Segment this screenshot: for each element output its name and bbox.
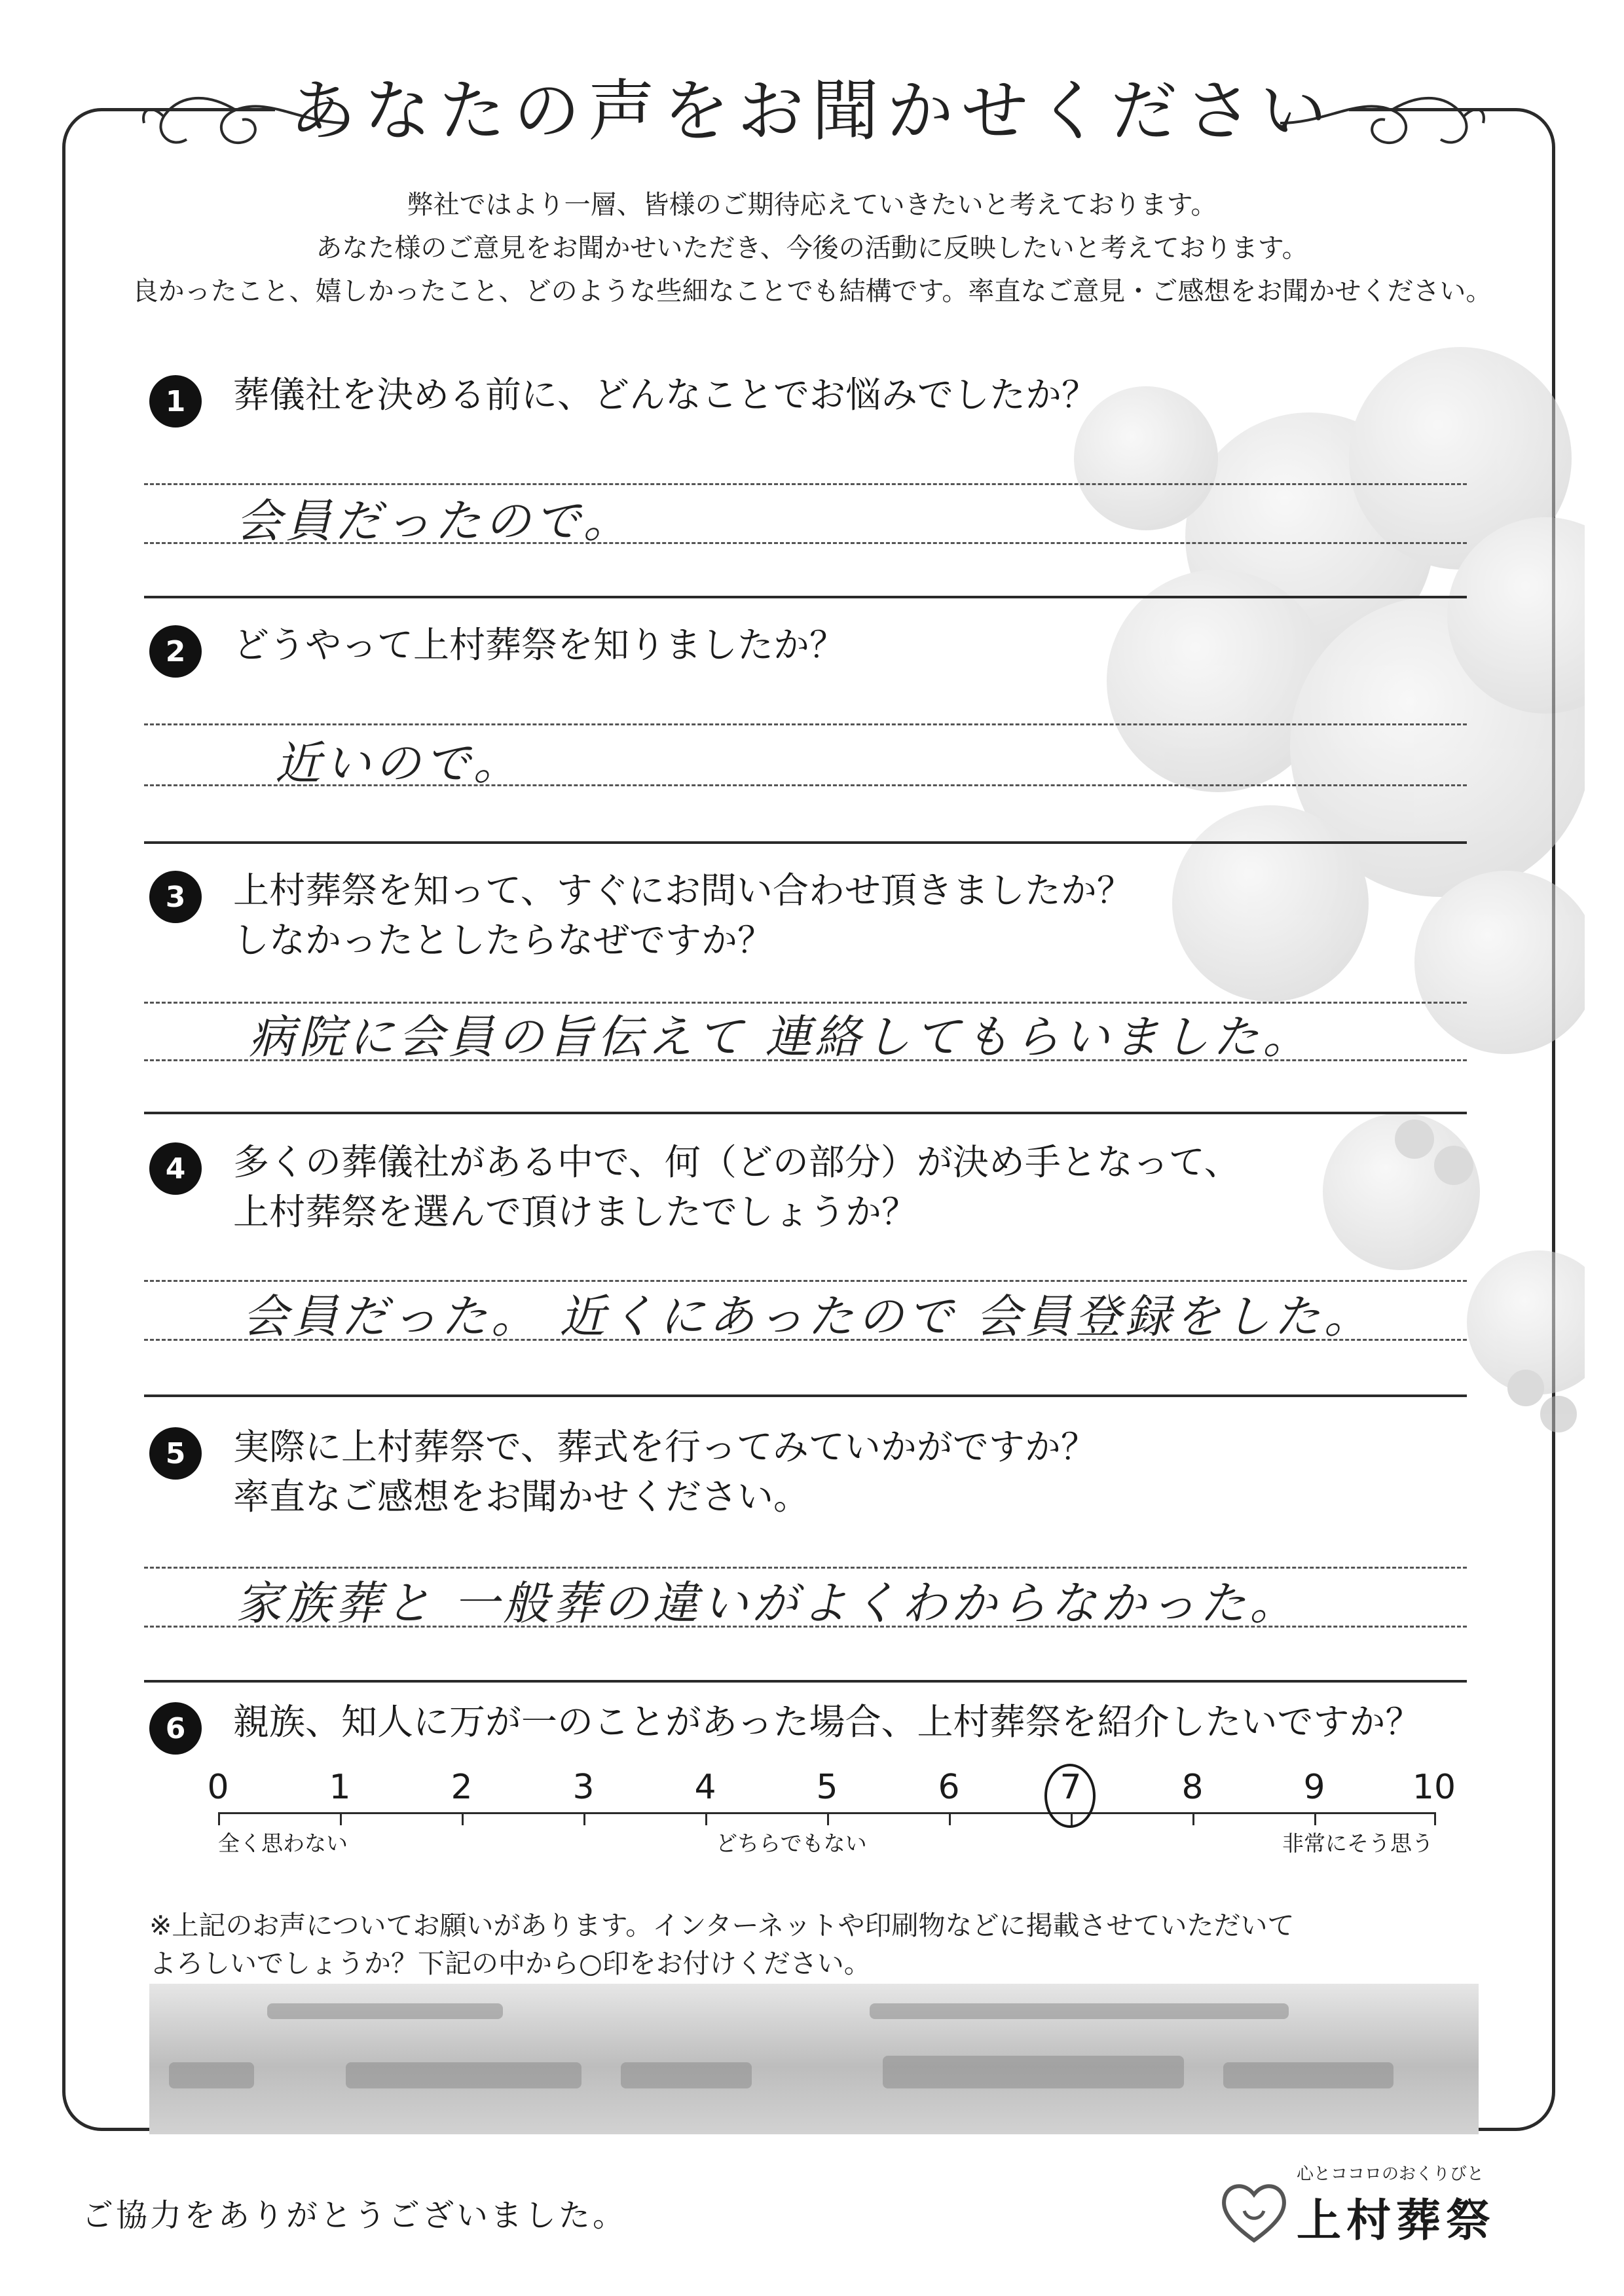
question-line: しなかったとしたらなぜですか？ bbox=[233, 919, 774, 961]
question-text bbox=[233, 620, 1543, 670]
note-line: ※上記のお声についてお願いがあります。インターネットや印刷物などに掲載させていただいて bbox=[149, 1910, 1295, 1941]
scale-tick bbox=[1192, 1812, 1194, 1825]
section-divider bbox=[144, 596, 1467, 598]
scale-tick bbox=[218, 1812, 220, 1825]
intro-line: あなた様のご意見をお聞かせいただき、今後の活動に反映したいと考えております。 bbox=[316, 233, 1308, 263]
scale-tick bbox=[705, 1812, 707, 1825]
scale-tick bbox=[1314, 1812, 1316, 1825]
question-line: どうやって上村葬祭を知りましたか？ bbox=[233, 624, 846, 666]
question-text bbox=[233, 1137, 1543, 1237]
scale-value-0[interactable]: 0 bbox=[207, 1768, 229, 1807]
company-logo bbox=[1205, 2160, 1532, 2252]
logo-tagline: 心とココロのおくりびと bbox=[1297, 2164, 1485, 2184]
scale-value-6[interactable]: 6 bbox=[938, 1768, 960, 1807]
redacted-block bbox=[169, 2062, 254, 2088]
redacted-area bbox=[149, 1984, 1479, 2134]
redacted-block bbox=[267, 2003, 503, 2019]
scale-value-7[interactable]: 7 bbox=[1060, 1768, 1082, 1807]
question-number-badge: 2 bbox=[149, 625, 202, 678]
section-divider bbox=[144, 1680, 1467, 1683]
question-line: 多くの葬儀社がある中で、何（どの部分）が決め手となって、 bbox=[233, 1141, 1240, 1183]
question-number-badge: 5 bbox=[149, 1427, 202, 1480]
question-line: 率直なご感想をお聞かせください。 bbox=[233, 1476, 810, 1518]
publication-note bbox=[149, 1906, 1295, 1982]
scale-tick bbox=[462, 1812, 464, 1825]
scale-mid-label: どちらでもない bbox=[716, 1831, 867, 1856]
redacted-block bbox=[621, 2062, 752, 2088]
intro-line: 弊社ではより一層、皆様のご期待応えていきたいと考えております。 bbox=[407, 190, 1217, 220]
question-line: 親族、知人に万が一のことがあった場合、上村葬祭を紹介したいですか？ bbox=[233, 1701, 1422, 1743]
scale-value-2[interactable]: 2 bbox=[451, 1768, 473, 1807]
redacted-block bbox=[883, 2056, 1184, 2088]
answer-2: 近いので。 bbox=[275, 737, 523, 790]
logo-name: 上村葬祭 bbox=[1297, 2195, 1496, 2247]
question-text bbox=[233, 866, 1543, 965]
intro-line: 良かったこと、嬉しかったこと、どのような些細なことでも結構です。率直なご意見・ご感想をお聞かせください。 bbox=[132, 276, 1492, 306]
note-line: よろしいでしょうか？下記の中から○印をお付けください。 bbox=[149, 1948, 871, 1979]
thanks-message: ご協力をありがとうございました。 bbox=[82, 2197, 627, 2234]
question-number-badge: 1 bbox=[149, 375, 202, 428]
scale-value-9[interactable]: 9 bbox=[1303, 1768, 1325, 1807]
redacted-block bbox=[1223, 2062, 1393, 2088]
question-number-badge: 6 bbox=[149, 1702, 202, 1755]
scale-value-4[interactable]: 4 bbox=[694, 1768, 716, 1807]
question-text bbox=[233, 370, 1543, 420]
scale-value-1[interactable]: 1 bbox=[329, 1768, 351, 1807]
scale-high-label: 非常にそう思う bbox=[1282, 1831, 1433, 1856]
heart-logo-icon bbox=[1218, 2175, 1290, 2247]
scale-tick bbox=[949, 1812, 951, 1825]
scale-tick bbox=[340, 1812, 342, 1825]
intro-text bbox=[0, 183, 1624, 313]
redacted-block bbox=[346, 2062, 581, 2088]
question-number-badge: 4 bbox=[149, 1142, 202, 1195]
scale-low-label: 全く思わない bbox=[218, 1831, 348, 1856]
scale-value-3[interactable]: 3 bbox=[572, 1768, 595, 1807]
section-divider bbox=[144, 1112, 1467, 1114]
answer-guide-line bbox=[144, 723, 1467, 725]
question-number-badge: 3 bbox=[149, 871, 202, 923]
question-line: 実際に上村葬祭で、葬式を行ってみていかがですか？ bbox=[233, 1426, 1097, 1468]
question-text bbox=[233, 1422, 1543, 1522]
scale-value-8[interactable]: 8 bbox=[1181, 1768, 1204, 1807]
question-text bbox=[233, 1697, 1543, 1747]
recommend-scale bbox=[207, 1768, 1456, 1872]
scale-tick bbox=[827, 1812, 829, 1825]
answer-3: 病院に会員の旨伝えて 連絡してもらいました。 bbox=[249, 1010, 1313, 1064]
section-divider bbox=[144, 1394, 1467, 1397]
redacted-block bbox=[870, 2003, 1289, 2019]
answer-5: 家族葬と 一般葬の違いがよくわからなかった。 bbox=[236, 1576, 1300, 1630]
scale-tick bbox=[583, 1812, 585, 1825]
question-line: 葬儀社を決める前に、どんなことでお悩みでしたか？ bbox=[233, 374, 1098, 416]
scale-value-10[interactable]: 10 bbox=[1412, 1768, 1456, 1807]
question-line: 上村葬祭を知って、すぐにお問い合わせ頂きましたか？ bbox=[233, 869, 1133, 911]
question-line: 上村葬祭を選んで頂けましたでしょうか？ bbox=[233, 1191, 918, 1233]
selected-value-circle bbox=[1044, 1764, 1096, 1828]
answer-4: 会員だった。 近くにあったので 会員登録をした。 bbox=[242, 1290, 1374, 1343]
section-divider bbox=[144, 841, 1467, 844]
scale-tick bbox=[1434, 1812, 1436, 1825]
page-title: あなたの声をお聞かせください bbox=[289, 73, 1335, 151]
scale-value-5[interactable]: 5 bbox=[816, 1768, 838, 1807]
answer-1: 会員だったので。 bbox=[236, 494, 633, 548]
